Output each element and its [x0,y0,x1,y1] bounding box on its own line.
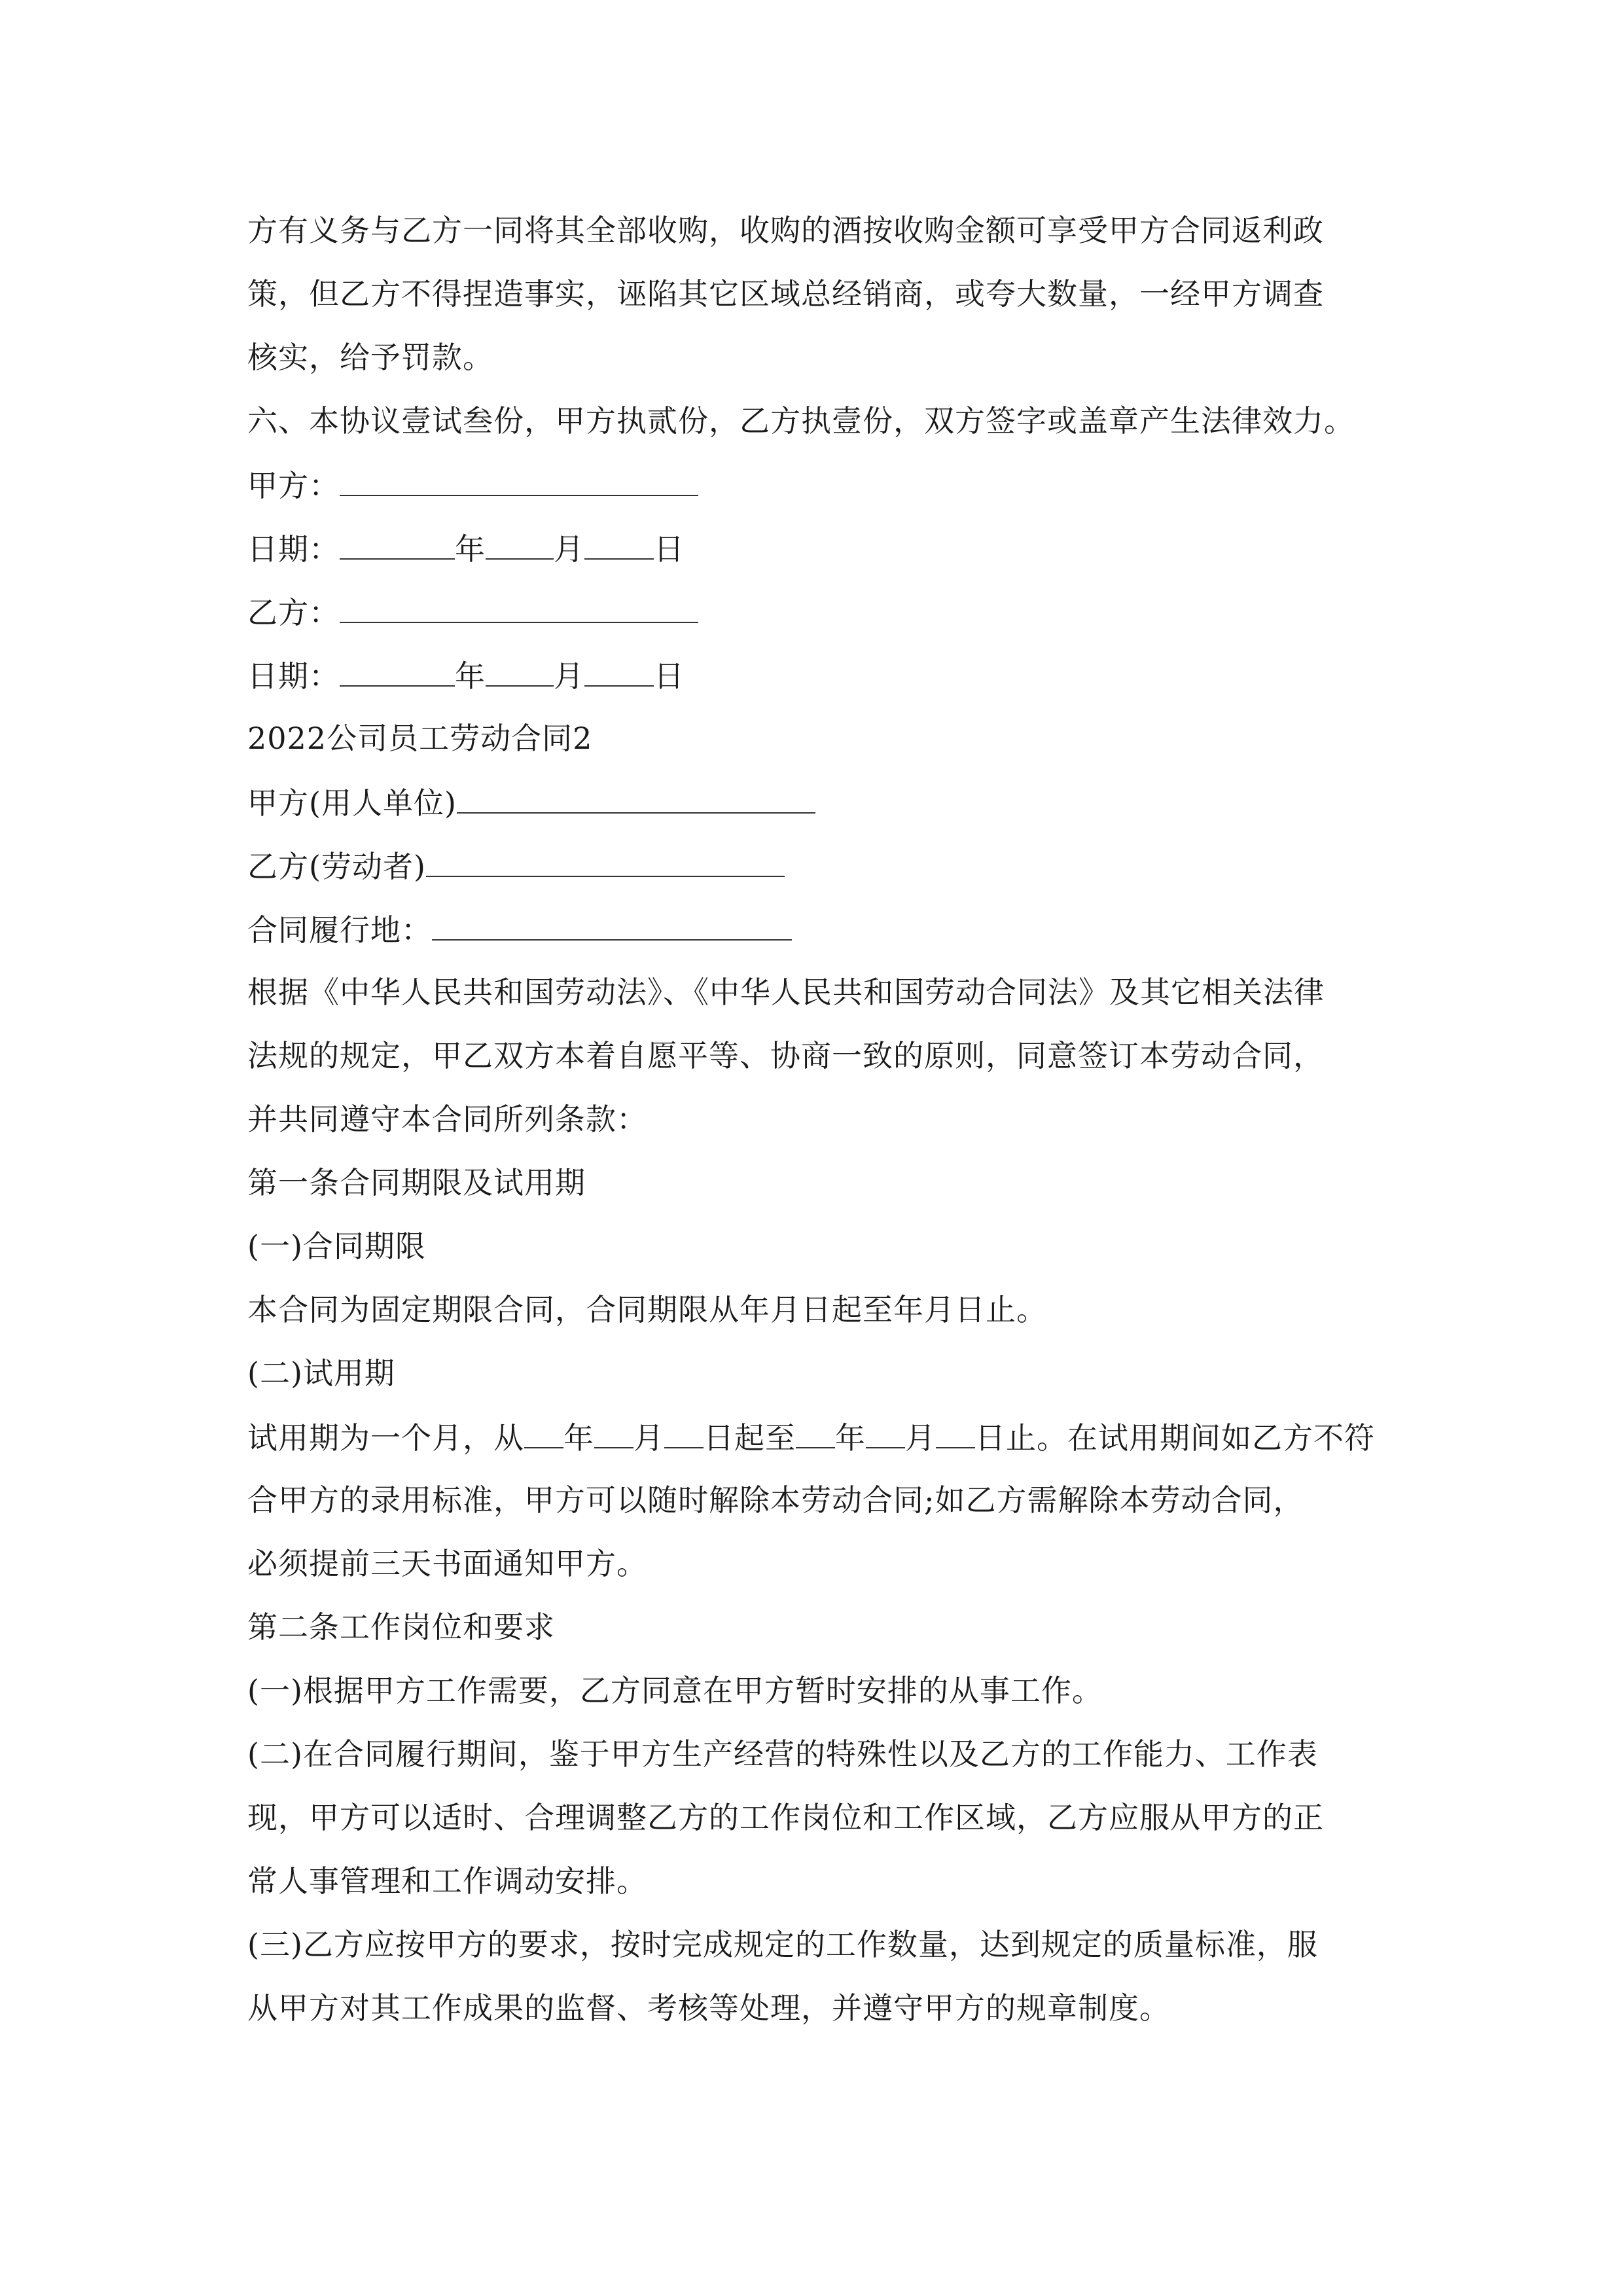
article-heading: 第二条工作岗位和要求 [247,1609,555,1645]
start-day-blank[interactable] [664,1417,704,1448]
date-label: 日期： [247,658,340,694]
start-year-blank[interactable] [524,1417,563,1448]
probation-text: 日止。在试用期间如乙方不符 [975,1420,1375,1456]
text-line: 核实，给予罚款。 [247,340,493,375]
date-line-a [247,528,685,569]
place-blank[interactable] [432,909,792,941]
end-day-blank[interactable] [936,1417,975,1448]
end-month-blank[interactable] [866,1417,905,1448]
probation-line [247,1417,1375,1458]
employee-blank[interactable] [426,846,785,877]
day-label: 日 [654,658,685,694]
text-line: 本合同为固定期限合同，合同期限从年月日起至年月日止。 [247,1292,1047,1327]
party-b-blank[interactable] [340,592,698,623]
probation-text: 试用期为一个月，从 [247,1420,524,1456]
text-line: 从甲方对其工作成果的监督、考核等处理，并遵守甲方的规章制度。 [247,1990,1170,2026]
day-blank[interactable] [584,655,654,687]
article-heading: 第一条合同期限及试用期 [247,1165,586,1200]
month-label: 月 [554,531,584,567]
place-line [247,909,792,950]
probation-text: 日起至 [704,1420,796,1456]
day-label: 日 [654,531,685,567]
text-line: 方有义务与乙方一同将其全部收购，收购的酒按收购金额可享受甲方合同返利政 [247,213,1324,248]
year-blank[interactable] [340,528,455,560]
day-blank[interactable] [584,528,654,560]
employer-label: 甲方(用人单位) [247,785,457,821]
year-label: 年 [835,1420,866,1456]
month-blank[interactable] [486,655,554,687]
end-year-blank[interactable] [796,1417,835,1448]
section-heading: (二)试用期 [247,1355,395,1391]
year-label: 年 [455,531,486,567]
month-blank[interactable] [486,528,554,560]
employee-line [247,846,785,886]
text-line: 根据《中华人民共和国劳动法》、《中华人民共和国劳动合同法》及其它相关法律 [247,975,1325,1010]
month-label: 月 [905,1420,936,1456]
party-a-blank[interactable] [340,465,698,496]
text-line: 现，甲方可以适时、合理调整乙方的工作岗位和工作区域，乙方应服从甲方的正 [247,1800,1324,1835]
party-a-signature-line [247,465,698,505]
party-b-signature-line [247,592,698,632]
party-b-label: 乙方： [247,595,340,630]
date-label: 日期： [247,531,340,567]
text-line: (三)乙方应按甲方的要求，按时完成规定的工作数量，达到规定的质量标准，服 [247,1927,1318,1962]
party-a-label: 甲方： [247,468,340,503]
employee-label: 乙方(劳动者) [247,849,426,884]
section-heading: (一)合同期限 [247,1229,426,1264]
date-line-b [247,655,685,696]
text-line: 六、本协议壹试叁份，甲方执贰份，乙方执壹份，双方签字或盖章产生法律效力。 [247,403,1355,439]
place-label: 合同履行地： [247,912,432,948]
year-blank[interactable] [340,655,455,687]
text-line: (二)在合同履行期间，鉴于甲方生产经营的特殊性以及乙方的工作能力、工作表 [247,1736,1318,1772]
text-line: 并共同遵守本合同所列条款： [247,1102,647,1137]
text-line: 法规的规定，甲乙双方本着自愿平等、协商一致的原则，同意签订本劳动合同， [247,1038,1324,1073]
employer-line [247,782,815,823]
month-label: 月 [554,658,584,694]
start-month-blank[interactable] [594,1417,633,1448]
text-line: 合甲方的录用标准，甲方可以随时解除本劳动合同;如乙方需解除本劳动合同， [247,1482,1304,1518]
year-label: 年 [455,658,486,694]
year-label: 年 [563,1420,594,1456]
employer-blank[interactable] [457,782,815,814]
text-line: 常人事管理和工作调动安排。 [247,1863,647,1899]
text-line: 必须提前三天书面通知甲方。 [247,1546,647,1581]
text-line: 策，但乙方不得捏造事实，诬陷其它区域总经销商，或夸大数量，一经甲方调查 [247,276,1324,312]
text-line: (一)根据甲方工作需要，乙方同意在甲方暂时安排的从事工作。 [247,1673,1103,1708]
month-label: 月 [633,1420,664,1456]
contract-title: 2022公司员工劳动合同2 [247,721,593,756]
